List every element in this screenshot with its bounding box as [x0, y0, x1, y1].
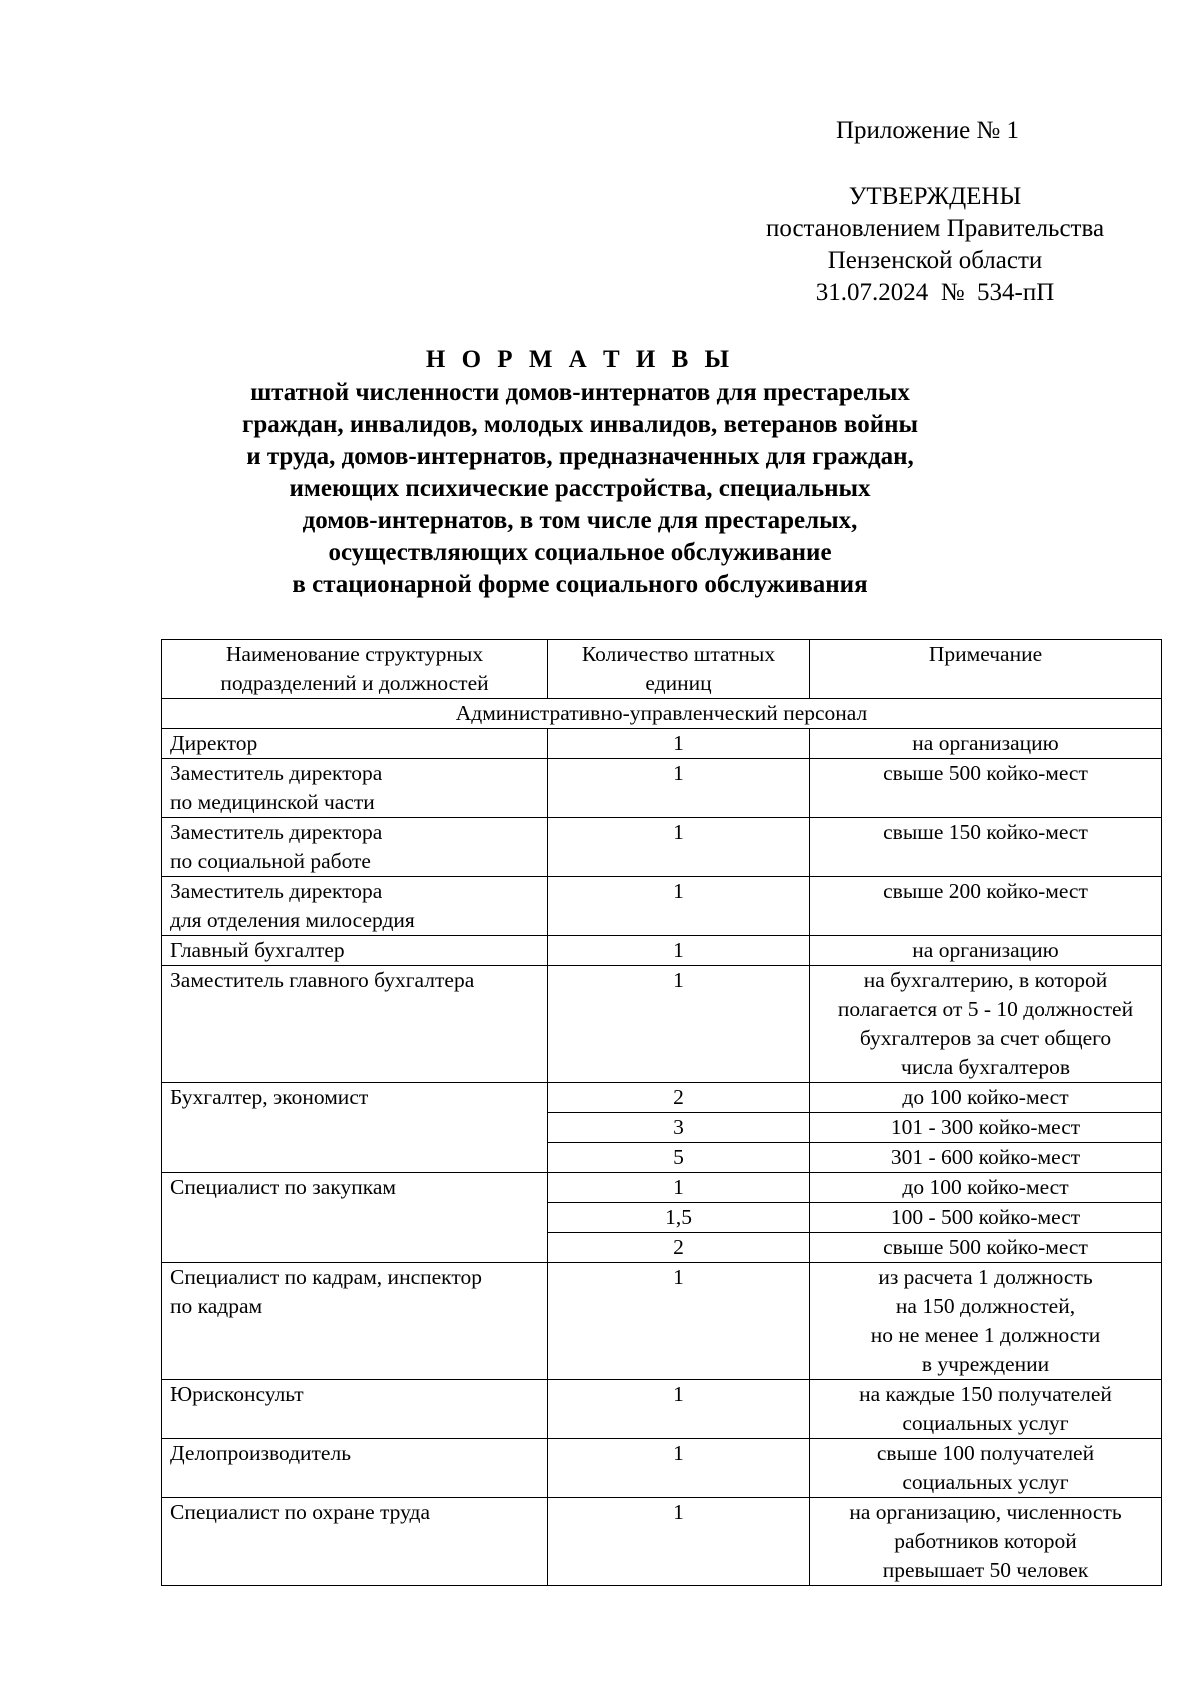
note-text: свыше 500 койко-мест [883, 1235, 1088, 1259]
count-cell: 1 [548, 1439, 810, 1498]
count-cell: 2 [548, 1083, 810, 1113]
header-text: Примечание [928, 642, 1043, 666]
count-cell: 1 [548, 1380, 810, 1439]
position-cell [162, 877, 548, 936]
count-cell: 1 [548, 966, 810, 1083]
header-position [162, 640, 548, 699]
approval-line: постановлением Правительства [765, 215, 1105, 242]
table-row [162, 759, 1162, 818]
note-text: на 150 должностей, [895, 1294, 1076, 1318]
note-cell [810, 759, 1162, 818]
note-cell [810, 1083, 1162, 1113]
note-text: работников которой [894, 1529, 1077, 1553]
note-cell [810, 1233, 1162, 1263]
count-cell: 1 [548, 1173, 810, 1203]
position-name: для отделения милосердия [170, 908, 415, 932]
table-row [162, 877, 1162, 936]
title-line: и труда, домов-интернатов, предназначенных для граждан, [246, 443, 914, 470]
note-text: свыше 200 койко-мест [883, 879, 1088, 903]
note-cell [810, 1263, 1162, 1380]
count-cell: 1 [548, 818, 810, 877]
note-cell [810, 1380, 1162, 1439]
position-name: Бухгалтер, экономист [170, 1085, 369, 1109]
count-cell: 1 [548, 877, 810, 936]
count-cell: 2 [548, 1233, 810, 1263]
position-cell [162, 729, 548, 759]
count-cell: 3 [548, 1113, 810, 1143]
approval-block [700, 181, 1170, 309]
note-cell [810, 1143, 1162, 1173]
title-line: имеющих психические расстройства, специальных [289, 475, 871, 502]
note-text: превышает 50 человек [882, 1558, 1089, 1582]
staffing-norms-table [161, 639, 1162, 1586]
position-name: Заместитель директора [170, 761, 383, 785]
title-line: домов-интернатов, в том числе для престарелых, [302, 507, 858, 534]
note-cell [810, 936, 1162, 966]
position-name: по социальной работе [170, 849, 371, 873]
title-line: граждан, инвалидов, молодых инвалидов, ветеранов войны [241, 411, 919, 438]
table-row [162, 1498, 1162, 1586]
title-heading: Н О Р М А Т И В Ы [425, 346, 735, 373]
count-cell: 1 [548, 759, 810, 818]
position-name: Заместитель директора [170, 879, 383, 903]
table-row [162, 966, 1162, 1083]
count-cell: 1 [548, 936, 810, 966]
position-cell [162, 759, 548, 818]
note-text: социальных услуг [902, 1411, 1069, 1435]
note-text: полагается от 5 - 10 должностей [837, 997, 1134, 1021]
note-cell [810, 818, 1162, 877]
approval-line: Пензенской области [827, 247, 1043, 274]
count-cell: 1,5 [548, 1203, 810, 1233]
position-cell [162, 1263, 548, 1380]
table-row [162, 1263, 1162, 1380]
position-cell [162, 1380, 548, 1439]
note-cell [810, 1498, 1162, 1586]
approval-line: УТВЕРЖДЕНЫ [848, 183, 1022, 210]
note-cell [810, 729, 1162, 759]
note-text: свыше 500 койко-мест [883, 761, 1088, 785]
title-line: штатной численности домов-интернатов для престарелых [250, 379, 910, 406]
position-name: Специалист по закупкам [170, 1175, 397, 1199]
position-cell [162, 1439, 548, 1498]
table-header-row [162, 640, 1162, 699]
count-cell: 5 [548, 1143, 810, 1173]
note-text: до 100 койко-мест [902, 1085, 1069, 1109]
approval-date-number: 31.07.2024 № 534-пП [815, 279, 1055, 306]
position-name: Юрисконсульт [170, 1382, 304, 1406]
note-text: 100 - 500 койко-мест [890, 1205, 1081, 1229]
note-text: но не менее 1 должности [870, 1323, 1101, 1347]
position-name: Главный бухгалтер [170, 938, 345, 962]
note-text: свыше 100 получателей [876, 1441, 1095, 1465]
section-title: Административно-управленческий персонал [162, 699, 1162, 729]
table-row [162, 1173, 1162, 1203]
title-line: в стационарной форме социального обслуживания [292, 571, 868, 598]
position-cell [162, 818, 548, 877]
position-cell [162, 1173, 548, 1263]
table-row [162, 818, 1162, 877]
appendix-label: Приложение № 1 [836, 117, 1020, 144]
note-text: бухгалтеров за счет общего [859, 1026, 1112, 1050]
note-text: социальных услуг [902, 1470, 1069, 1494]
note-cell [810, 1439, 1162, 1498]
position-name: Специалист по кадрам, инспектор [170, 1265, 482, 1289]
note-cell [810, 1113, 1162, 1143]
table-row [162, 1083, 1162, 1113]
position-name: Директор [170, 731, 258, 755]
position-name: Заместитель главного бухгалтера [170, 968, 475, 992]
count-cell: 1 [548, 1498, 810, 1586]
position-name: по медицинской части [170, 790, 375, 814]
note-text: в учреждении [921, 1352, 1050, 1376]
title-line: осуществляющих социальное обслуживание [328, 539, 832, 566]
note-text: на организацию [912, 731, 1059, 755]
position-cell [162, 966, 548, 1083]
note-cell [810, 1203, 1162, 1233]
position-name: Специалист по охране труда [170, 1500, 430, 1524]
note-text: на организацию [912, 938, 1059, 962]
position-name: Делопроизводитель [170, 1441, 352, 1465]
note-text: 101 - 300 койко-мест [890, 1115, 1081, 1139]
header-text: подразделений и должностей [220, 671, 489, 695]
count-cell: 1 [548, 1263, 810, 1380]
header-text: Количество штатных [581, 642, 776, 666]
note-text: 301 - 600 койко-мест [890, 1145, 1081, 1169]
header-text: Наименование структурных [225, 642, 484, 666]
note-cell [810, 877, 1162, 936]
document-title [160, 344, 1000, 601]
table-row [162, 729, 1162, 759]
section-row [162, 699, 1162, 729]
note-text: из расчета 1 должность [878, 1265, 1093, 1289]
note-text: на каждые 150 получателей [859, 1382, 1112, 1406]
header-text: единиц [645, 671, 712, 695]
note-text: свыше 150 койко-мест [883, 820, 1088, 844]
position-name: по кадрам [170, 1294, 263, 1318]
table-row [162, 1439, 1162, 1498]
position-cell [162, 1498, 548, 1586]
note-cell [810, 966, 1162, 1083]
note-text: на бухгалтерию, в которой [863, 968, 1108, 992]
count-cell: 1 [548, 729, 810, 759]
table-row [162, 936, 1162, 966]
header-note [810, 640, 1162, 699]
note-text: до 100 койко-мест [902, 1175, 1069, 1199]
position-cell [162, 936, 548, 966]
position-cell [162, 1083, 548, 1173]
note-text: на организацию, численность [849, 1500, 1122, 1524]
note-text: числа бухгалтеров [901, 1055, 1070, 1079]
note-cell [810, 1173, 1162, 1203]
position-name: Заместитель директора [170, 820, 383, 844]
table-row [162, 1380, 1162, 1439]
header-count [548, 640, 810, 699]
